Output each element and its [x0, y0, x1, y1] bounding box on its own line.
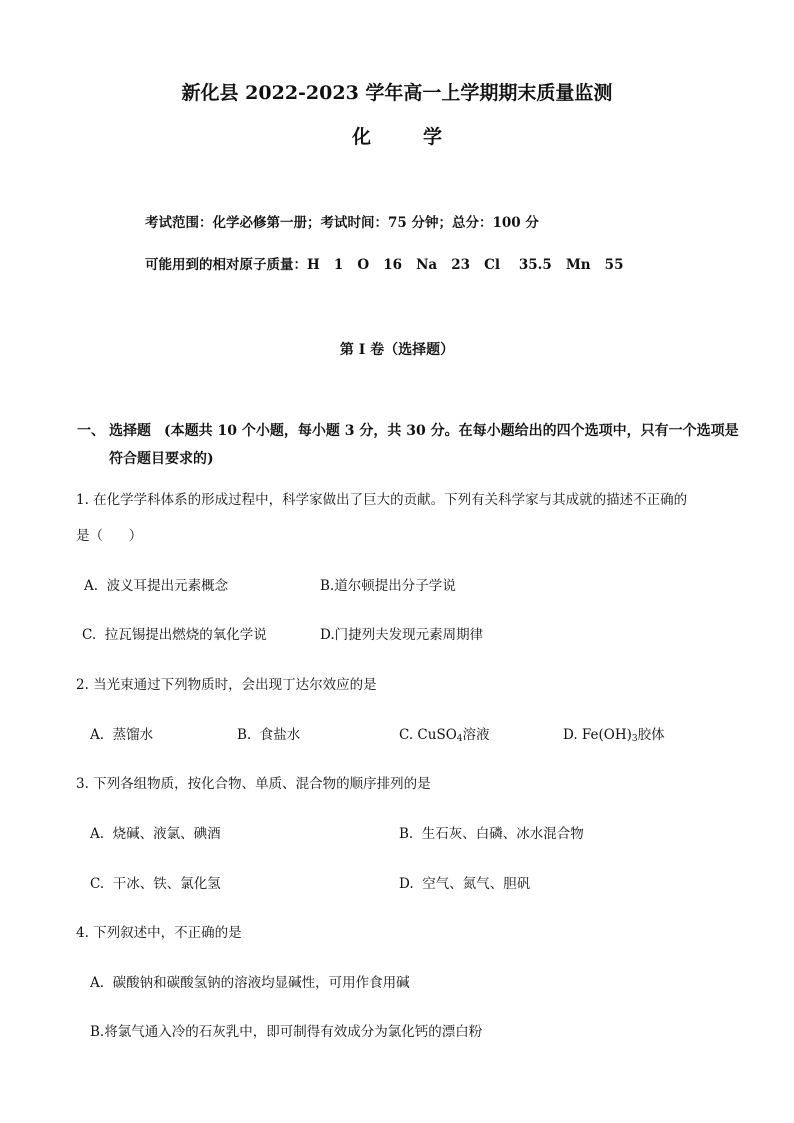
- subject-char-1: 化: [352, 126, 372, 148]
- exam-title: 新化县 2022-2023 学年高一上学期期末质量监测: [181, 82, 613, 104]
- question-3-option-c: C. 干冰、铁、氯化氢: [90, 876, 221, 892]
- question-2-option-a: A. 蒸馏水: [90, 727, 154, 743]
- part-one-number: 一、: [77, 423, 105, 439]
- option-d-suffix: 胶体: [637, 727, 665, 743]
- question-2-option-b: B. 食盐水: [237, 727, 301, 743]
- question-2-option-c: [399, 723, 490, 743]
- exam-scope-line: 考试范围：化学必修第一册；考试时间：75 分钟；总分：100 分: [145, 215, 539, 231]
- atomic-mass-line: [145, 253, 623, 273]
- question-4-option-b: B.将氯气通入冷的石灰乳中，即可制得有效成分为氯化钙的漂白粉: [90, 1024, 483, 1040]
- question-1-stem: 1. 在化学学科体系的形成过程中，科学家做出了巨大的贡献。下列有关科学家与其成就的描述不正确的: [76, 492, 688, 508]
- question-3-option-b: B. 生石灰、白磷、冰水混合物: [399, 826, 584, 842]
- subject-title: [352, 122, 442, 149]
- part-one-instruction-2: 符合题目要求的): [109, 451, 214, 467]
- question-1-option-a: A. 波义耳提出元素概念: [84, 578, 229, 594]
- question-1-option-c: C. 拉瓦锡提出燃烧的氧化学说: [82, 627, 267, 643]
- question-1-option-d: D.门捷列夫发现元素周期律: [320, 627, 484, 643]
- question-1-stem-continued: 是（ ）: [76, 528, 143, 544]
- section-title: 第 I 卷（选择题）: [339, 342, 455, 358]
- option-d-formula: D. Fe(OH): [563, 727, 632, 743]
- question-3-option-a: A. 烧碱、液氯、碘酒: [90, 826, 221, 842]
- question-4-option-a: A. 碳酸钠和碳酸氢钠的溶液均显碱性，可用作食用碱: [90, 975, 410, 991]
- question-3-option-d: D. 空气、氮气、胆矾: [399, 876, 531, 892]
- atomic-mass-label: 可能用到的相对原子质量：: [145, 257, 307, 273]
- question-1-option-b: B.道尔顿提出分子学说: [320, 578, 456, 594]
- option-c-subscript: 4: [456, 734, 463, 744]
- part-one-heading: 选择题: [109, 423, 151, 439]
- subject-char-2: 学: [423, 126, 443, 148]
- question-4-stem: 4. 下列叙述中，不正确的是: [76, 925, 242, 941]
- question-2-stem: 2. 当光束通过下列物质时，会出现丁达尔效应的是: [76, 677, 377, 693]
- option-c-suffix: 溶液: [462, 727, 490, 743]
- option-c-formula: C. CuSO: [399, 727, 457, 743]
- question-2-option-d: [563, 723, 665, 743]
- question-3-stem: 3. 下列各组物质，按化合物、单质、混合物的顺序排列的是: [76, 776, 431, 792]
- part-one-instruction-1: (本题共 10 个小题，每小题 3 分，共 30 分。在每小题给出的四个选项中，只有一个选项是: [164, 423, 739, 439]
- option-d-subscript: 3: [631, 734, 638, 744]
- atomic-mass-values: H 1 O 16 Na 23 Cl 35.5 Mn 55: [307, 257, 624, 273]
